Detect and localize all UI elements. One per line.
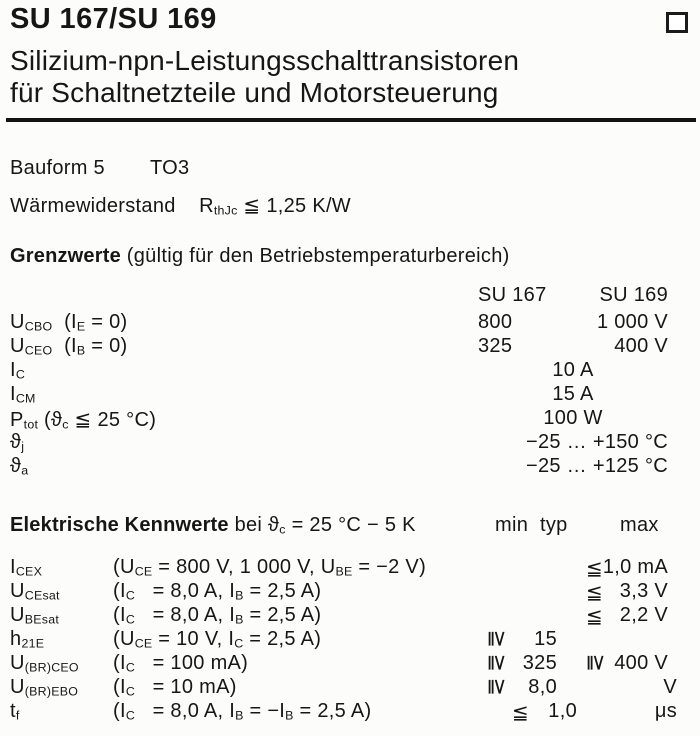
table-row-ucbo — [0, 311, 700, 335]
table-row-uceo — [0, 335, 700, 359]
parameter-label: $I_{CM}$ — [10, 383, 36, 406]
relation-symbol-rotated: ≧ — [485, 677, 511, 697]
value-common: 100 W — [543, 407, 603, 429]
bauform-label: Bauform 5 — [10, 157, 105, 179]
max-value: 2,2 V — [619, 604, 668, 626]
test-condition: ($I_C = 8,0$ A, $I_B = -I_B = 2,5$ A) — [113, 700, 372, 723]
parameter-label: $P_{tot}$ ($ϑ_c$ ≦ 25 °C) — [10, 409, 157, 432]
value-su167: 800 — [478, 311, 513, 333]
table-row-ubesat — [0, 604, 700, 628]
subtitle-line-1: Silizium-npn-Leistungsschalttransistoren — [10, 45, 520, 76]
parameter-symbol: $U_{BEsat}$ — [10, 604, 60, 627]
parameter-symbol: $U_{CEsat}$ — [10, 580, 60, 603]
test-condition: ($I_C = 10$ mA) — [113, 676, 237, 699]
unit-label: V — [663, 676, 677, 698]
relation-symbol: ≦ — [512, 702, 530, 724]
parameter-symbol: $h_{21E}$ — [10, 628, 45, 651]
bauform-line — [0, 157, 700, 181]
value-common: 15 A — [552, 383, 594, 405]
relation-symbol-rotated: ≧ — [485, 653, 511, 673]
document-corner-square-icon — [666, 12, 688, 33]
table-row-theta-a — [0, 455, 700, 479]
table-row-ubrebo — [0, 676, 700, 700]
parameter-label: $U_{CEO}$ $(I_B = 0)$ — [10, 335, 128, 358]
thermal-resistance-text: Wärmewiderstand $R_{thJc}$ ≦ 1,25 K/W — [10, 195, 351, 218]
table-row-ucesat — [0, 580, 700, 604]
test-condition: ($I_C = 8,0$ A, $I_B = 2,5$ A) — [113, 580, 322, 603]
bauform-package-value: TO3 — [150, 157, 190, 179]
min-value: 15 — [534, 628, 557, 650]
parameter-symbol: $I_{CEX}$ — [10, 556, 43, 579]
parameter-symbol: $U_{(BR)CEO}$ — [10, 652, 79, 675]
grenzwerte-heading-rest: (gültig für den Betriebstemperaturbereich) — [120, 245, 510, 267]
relation-symbol: ≦ — [586, 558, 604, 580]
value-su167: 325 — [478, 335, 513, 357]
column-header-max: max — [620, 514, 659, 536]
relation-symbol: ≦ — [586, 582, 604, 604]
column-header-min: min — [495, 514, 529, 536]
typ-value: 1,0 — [548, 700, 577, 722]
min-value: 325 — [522, 652, 557, 674]
column-header-typ: typ — [540, 514, 568, 536]
table-row-icm — [0, 383, 700, 407]
max-value: 400 V — [614, 652, 668, 674]
grenzwerte-column-headers — [0, 284, 700, 308]
test-condition: ($I_C = 100$ mA) — [113, 652, 249, 675]
kennwerte-heading-bold: Elektrische Kennwerte bei $ϑ_c = 25$ °C − 5 K — [10, 514, 416, 537]
value-range: −25 … +150 °C — [526, 431, 668, 453]
table-row-ic — [0, 359, 700, 383]
value-su169: 1 000 V — [596, 311, 668, 333]
grenzwerte-heading — [10, 245, 510, 268]
parameter-label: $ϑ_a$ — [10, 455, 29, 478]
parameter-label: $I_C$ — [10, 359, 26, 382]
table-row-h21e — [0, 628, 700, 652]
subtitle-line-2: für Schaltnetzteile und Motorsteuerung — [10, 77, 499, 108]
table-row-icex — [0, 556, 700, 580]
test-condition: ($I_C = 8,0$ A, $I_B = 2,5$ A) — [113, 604, 322, 627]
value-su169: 400 V — [614, 335, 668, 357]
table-row-ptot — [0, 407, 700, 431]
max-value: 3,3 V — [619, 580, 668, 602]
table-row-tf — [0, 700, 700, 724]
column-header-su169: SU 169 — [599, 284, 668, 306]
thermal-resistance-line — [0, 193, 700, 217]
parameter-symbol: $t_f$ — [10, 700, 20, 723]
test-condition: ($U_{CE} = 10$ V, $I_C = 2,5$ A) — [113, 628, 322, 651]
kennwerte-heading-rest: bei $ϑ_c = 25$ °C − 5 K — [228, 514, 416, 537]
value-common: 10 A — [552, 359, 594, 381]
page-subtitle — [10, 45, 519, 109]
parameter-label: $ϑ_j$ — [10, 431, 25, 454]
relation-symbol: ≦ — [586, 606, 604, 628]
table-row-theta-j — [0, 431, 700, 455]
parameter-label: $U_{CBO}$ $(I_E = 0)$ — [10, 311, 128, 334]
min-value: 8,0 — [528, 676, 557, 698]
value-range: −25 … +125 °C — [526, 455, 668, 477]
page-title: SU 167/SU 169 — [10, 3, 217, 35]
parameter-symbol: $U_{(BR)EBO}$ — [10, 676, 79, 699]
relation-symbol-rotated: ≧ — [584, 653, 610, 673]
header-divider-rule — [6, 118, 696, 122]
grenzwerte-heading-bold: Grenzwerte — [10, 245, 121, 267]
relation-symbol-rotated: ≧ — [485, 629, 511, 649]
test-condition: ($U_{CE} = 800$ V, 1 000 V, $U_{BE} = -2$ V) — [113, 556, 427, 579]
table-row-ubrceo — [0, 652, 700, 676]
max-value: 1,0 mA — [602, 556, 668, 578]
column-header-su167: SU 167 — [478, 284, 547, 306]
unit-label: μs — [654, 700, 677, 722]
